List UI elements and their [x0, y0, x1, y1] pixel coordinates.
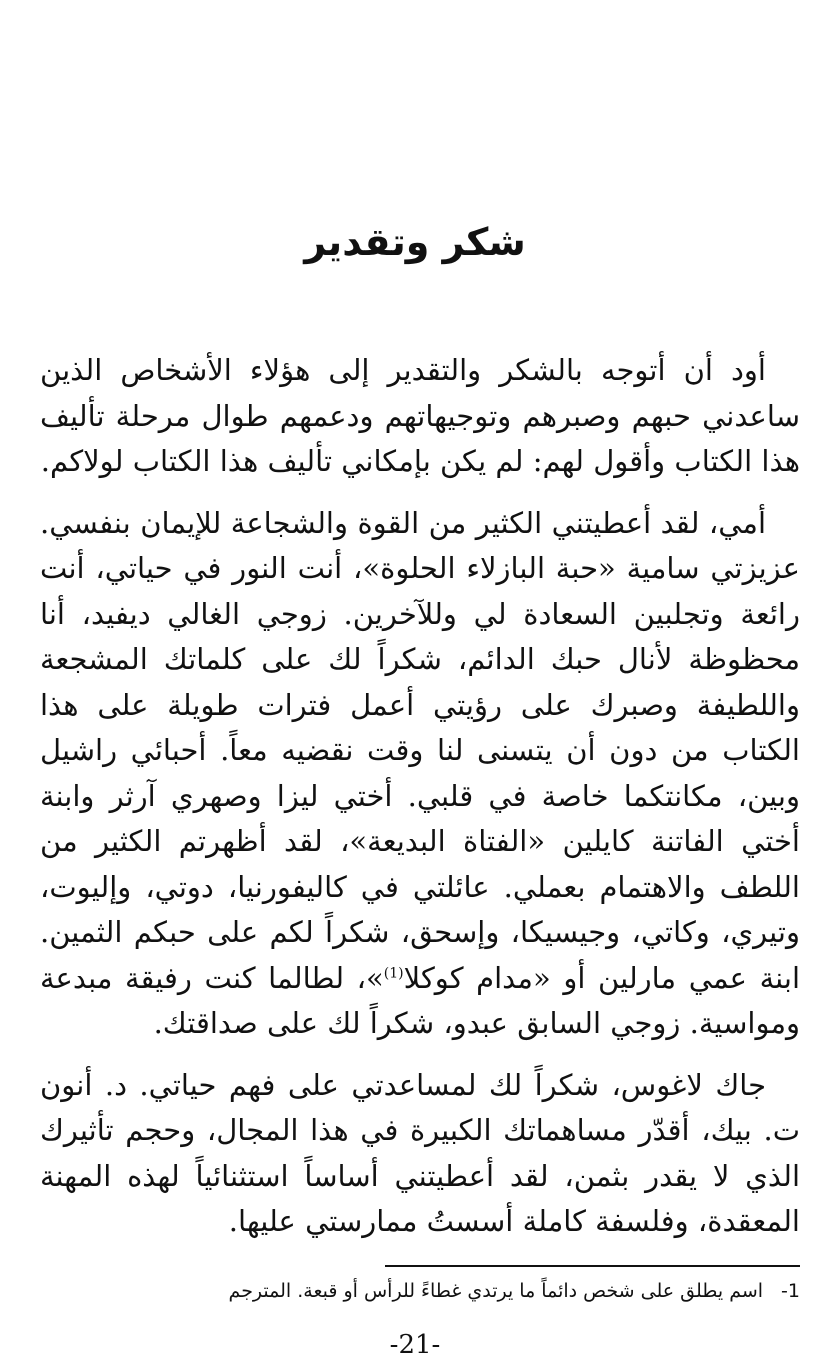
page-title: شكر وتقدير [304, 220, 526, 264]
footnote-divider [385, 1265, 800, 1267]
paragraph-1: أود أن أتوجه بالشكر والتقدير إلى هؤلاء الأشخاص الذين ساعدني حبهم وصبرهم وتوجيهاتهم ودعمهم طوال مرحلة تأليف هذا الكتاب وأقول لهم: لم يكن بإمكاني تأليف هذا الكتاب لولاكم. [40, 353, 800, 478]
page-number: -21- [389, 1330, 441, 1360]
paragraph-3: جاك لاغوس، شكراً لك لمساعدتي على فهم حياتي. د. أنون ت. بيك، أقدّر مساهماتك الكبيرة في هذا المجال، وحجم تأثيرك الذي لا يقدر بثمن، لقد أعطيتني أساساً استثنائياً لهذه المهنة المعقدة، وفلسفة كاملة أسستُ ممارستي عليها. [40, 1067, 800, 1238]
paragraph-2-end: »، لطالما كنت رفيقة مبدعة ومواسية. زوجي السابق عبدو، شكراً لك على صداقتك. [40, 960, 800, 1040]
paragraph-2-text: أمي، لقد أعطيتني الكثير من القوة والشجاعة للإيمان بنفسي. عزيزتي سامية «حبة البازلاء الحلوة»، أنت النور في حياتي، أنت رائعة وتجلبين السعادة لي وللآخرين. زوجي الغالي ديفيد، أنا محظوظة لأنال حبك الدائم، شكراً لك على كلماتك المشجعة واللطيفة وصبرك على رؤيتي أعمل فترات طويلة على هذا الكتاب من دون أن يتسنى لنا وقت نقضيه معاً. أحبائي راشيل وبين، مكانتكما خاصة في قلبي. أختي ليزا وصهري آرثر وابنة أختي الفاتنة كايلين «الفتاة البديعة»، لقد أظهرتم الكثير من اللطف والاهتمام بعملي. عائلتي في كاليفورنيا، دوتي، وإليوت، وتيري، وكاتي، وجيسيكا، وإسحق، شكراً لكم على حبكم الثمين. ابنة عمي مارلين أو «مدام كوكلا [40, 505, 800, 995]
footnote-number: 1- [781, 1280, 800, 1302]
footnote-text: اسم يطلق على شخص دائماً ما يرتدي غطاءً للرأس أو قبعة. المترجم [228, 1280, 764, 1302]
footnote-reference: (1) [383, 964, 404, 981]
body-text [40, 348, 800, 1261]
paragraph-2 [40, 501, 800, 1047]
footnote [40, 1280, 800, 1302]
